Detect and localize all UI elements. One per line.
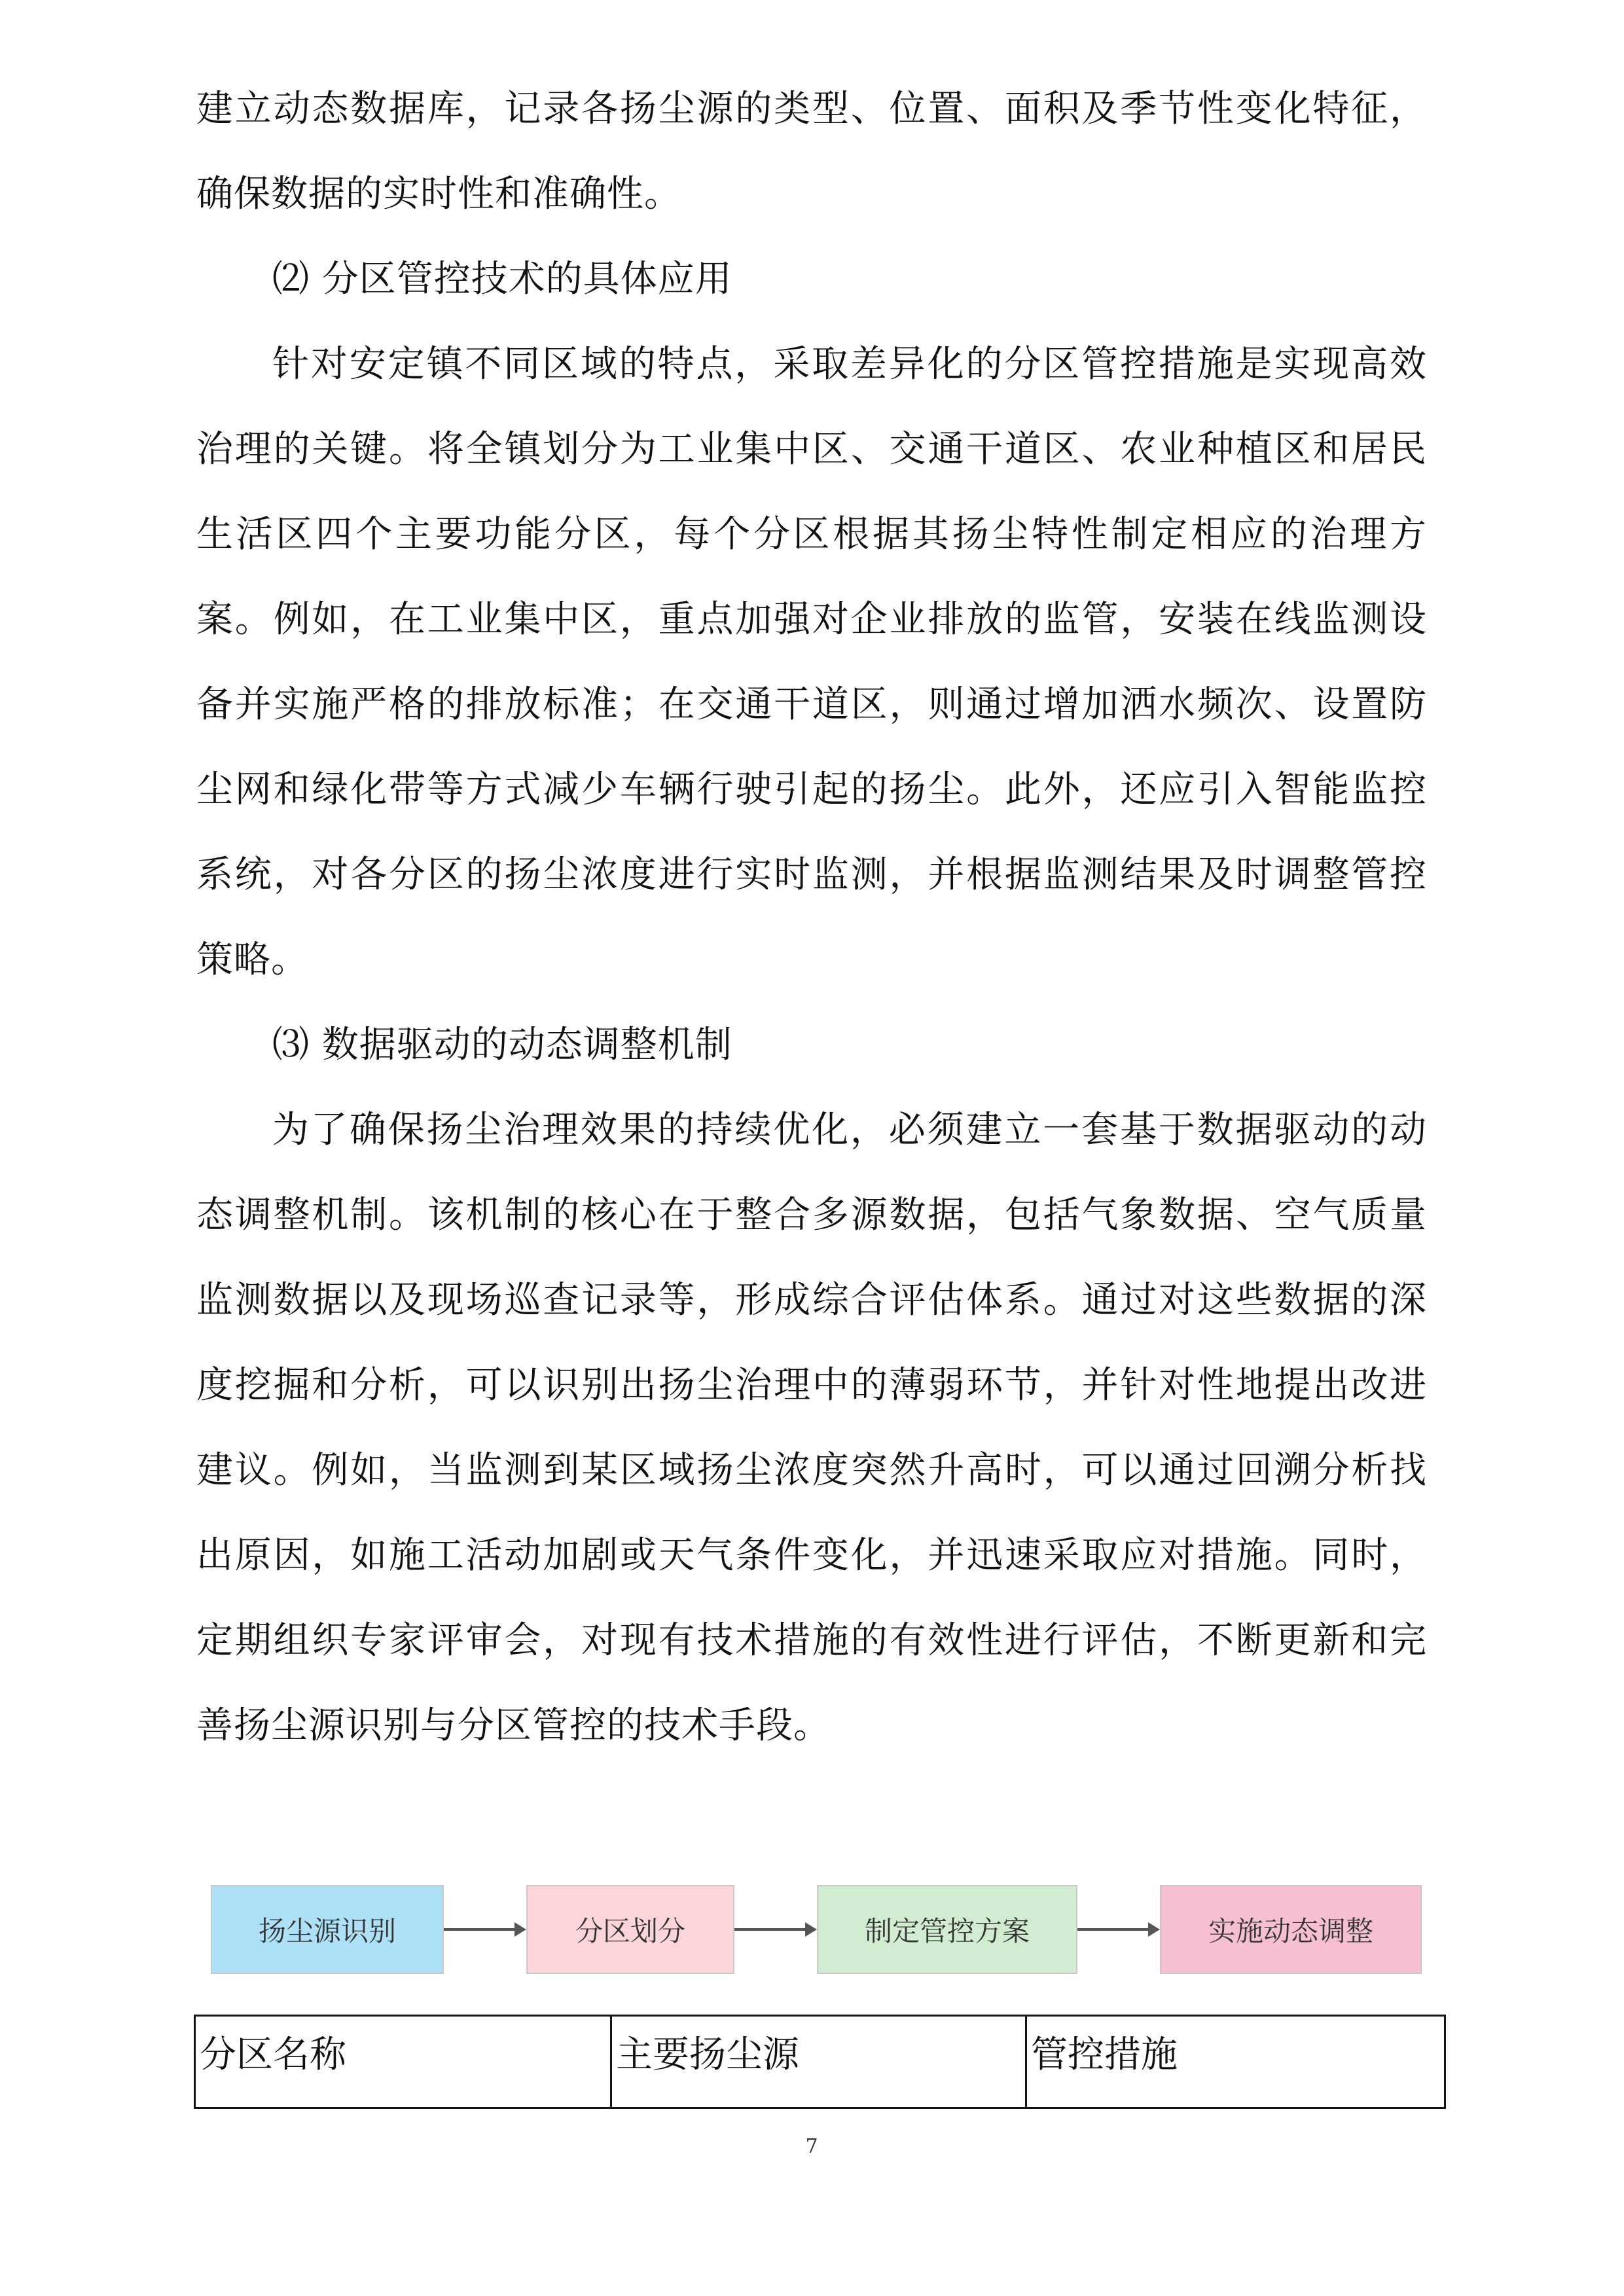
- process-flowchart: [0, 1885, 1624, 1977]
- flow-step-control-plan: 制定管控方案: [817, 1885, 1077, 1974]
- paragraph-3-line-8: 善扬尘源识别与分区管控的技术手段。: [196, 1704, 831, 1747]
- paragraph-2-line-4: 案。例如，在工业集中区，重点加强对企业排放的监管，安装在线监测设: [196, 598, 1427, 641]
- paragraph-1-line-1: 建立动态数据库，记录各扬尘源的类型、位置、面积及季节性变化特征，: [196, 88, 1427, 130]
- paragraph-3-line-7: 定期组织专家评审会，对现有技术措施的有效性进行评估，不断更新和完: [196, 1619, 1427, 1662]
- paragraph-3-line-6: 出原因，如施工活动加剧或天气条件变化，并迅速采取应对措施。同时，: [196, 1534, 1427, 1577]
- paragraph-2-line-6: 尘网和绿化带等方式减少车辆行驶引起的扬尘。此外，还应引入智能监控: [196, 768, 1427, 811]
- section-heading-3: ⑶ 数据驱动的动态调整机制: [272, 1024, 732, 1066]
- paragraph-2-line-3: 生活区四个主要功能分区，每个分区根据其扬尘特性制定相应的治理方: [196, 513, 1427, 556]
- paragraph-2-line-5: 备并实施严格的排放标准；在交通干道区，则通过增加洒水频次、设置防: [196, 683, 1427, 726]
- table-header-main-dust-source: 主要扬尘源: [611, 2016, 1026, 2108]
- table-header-control-measures: 管控措施: [1026, 2016, 1445, 2108]
- paragraph-3-line-2: 态调整机制。该机制的核心在于整合多源数据，包括气象数据、空气质量: [196, 1194, 1427, 1236]
- flow-step-zone-division: 分区划分: [526, 1885, 734, 1974]
- paragraph-3-line-3: 监测数据以及现场巡查记录等，形成综合评估体系。通过对这些数据的深: [196, 1279, 1427, 1321]
- paragraph-3-line-5: 建议。例如，当监测到某区域扬尘浓度突然升高时，可以通过回溯分析找: [196, 1449, 1427, 1492]
- paragraph-3-line-1: 为了确保扬尘治理效果的持续优化，必须建立一套基于数据驱动的动: [272, 1109, 1427, 1151]
- flow-arrow-2: [734, 1928, 814, 1931]
- table-header-zone-name: 分区名称: [195, 2016, 611, 2108]
- paragraph-2-line-8: 策略。: [196, 939, 308, 981]
- paragraph-2-line-2: 治理的关键。将全镇划分为工业集中区、交通干道区、农业种植区和居民: [196, 428, 1427, 471]
- paragraph-2-line-1: 针对安定镇不同区域的特点，采取差异化的分区管控措施是实现高效: [272, 343, 1427, 386]
- section-heading-2: ⑵ 分区管控技术的具体应用: [272, 258, 732, 300]
- page-number: 7: [805, 2135, 818, 2158]
- paragraph-3-line-4: 度挖掘和分析，可以识别出扬尘治理中的薄弱环节，并针对性地提出改进: [196, 1364, 1427, 1407]
- table-header-row: [195, 2016, 1445, 2108]
- paragraph-2-line-7: 系统，对各分区的扬尘浓度进行实时监测，并根据监测结果及时调整管控: [196, 853, 1427, 896]
- paragraph-1-line-2: 确保数据的实时性和准确性。: [196, 173, 681, 215]
- zone-control-table: [194, 2015, 1446, 2109]
- flow-step-dynamic-adjustment: 实施动态调整: [1160, 1885, 1422, 1974]
- flow-step-dust-source-identification: 扬尘源识别: [211, 1885, 444, 1974]
- flow-arrow-1: [444, 1928, 524, 1931]
- flow-arrow-3: [1077, 1928, 1157, 1931]
